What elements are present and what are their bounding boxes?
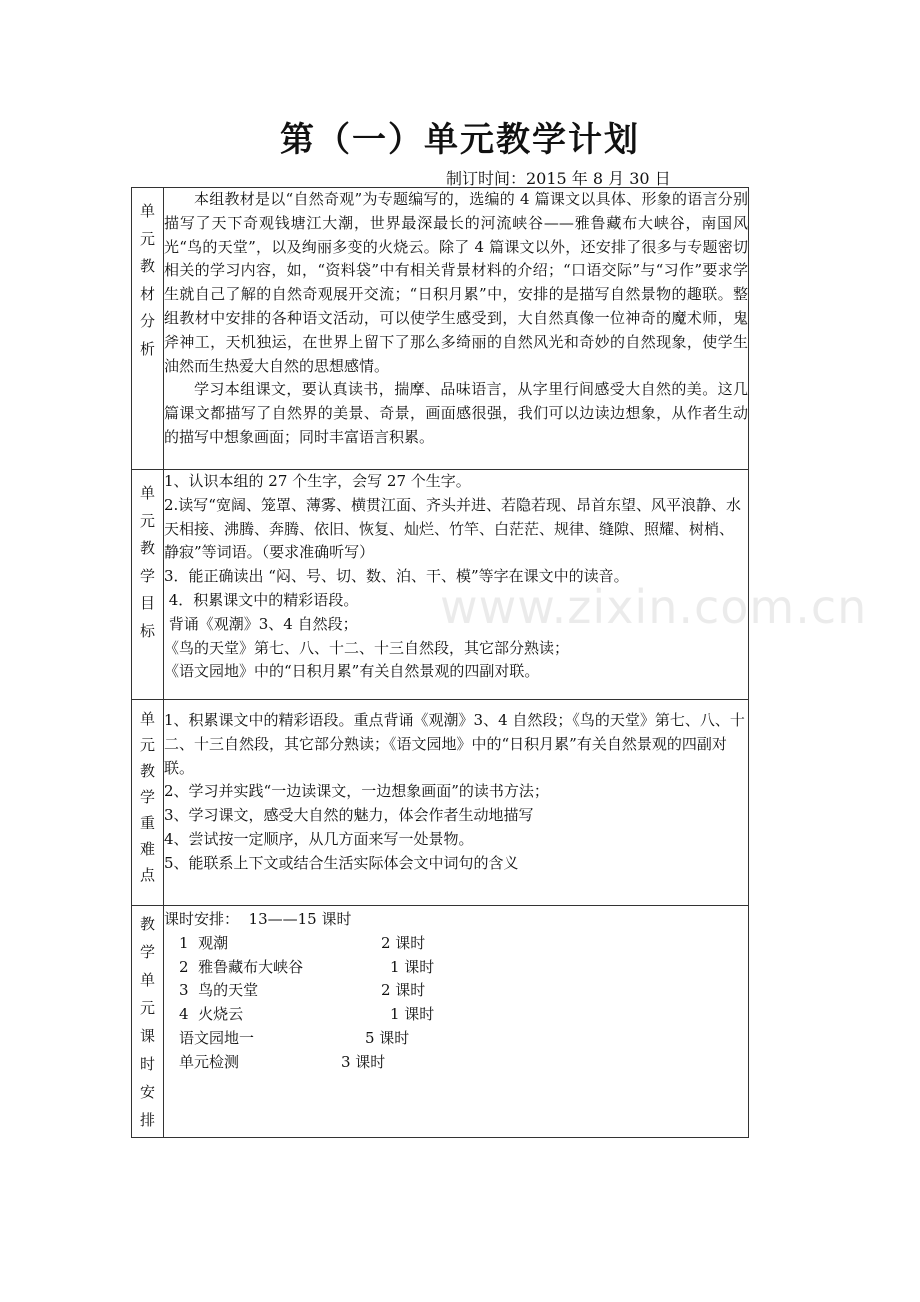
schedule-item-name: 1 观潮: [179, 933, 229, 952]
plan-table: [131, 187, 749, 1138]
label-teaching-goals: 单 元 教 学 目 标: [132, 470, 164, 700]
schedule-item-hours: 3 课时: [341, 1052, 386, 1071]
keypoint-line-4: 4、尝试按一定顺序，从几方面来写一处景物。: [164, 829, 474, 848]
goal-line-1: 1、认识本组的 27 个生字，会写 27 个生字。: [164, 472, 471, 490]
schedule-item: [179, 1027, 748, 1051]
goal-line-5: 背诵《观潮》3、4 自然段；: [164, 614, 358, 633]
schedule-item-name: 语文园地一: [179, 1028, 255, 1047]
schedule-item-hours: 1 课时: [390, 957, 435, 976]
page-title: 第（一）单元教学计划: [280, 120, 640, 160]
goal-line-2: 2.读写“宽阔、笼罩、薄雾、横贯江面、齐头并进、若隐若现、昂首东望、风平浪静、水天相接、沸腾、奔腾、依旧、恢复、灿烂、竹竿、白茫茫、规律、缝隙、照耀、树梢、静寂”等词语。（要求准确听写）: [164, 495, 741, 562]
schedule-header: 课时安排： 13——15 课时: [164, 910, 352, 928]
schedule-item-hours: 5 课时: [365, 1028, 410, 1047]
content-schedule: [164, 906, 749, 1138]
schedule-item-name: 单元检测: [179, 1052, 240, 1071]
analysis-paragraph-2: 学习本组课文，要认真读书，揣摩、品味语言，从字里行间感受大自然的美。这几篇课文都描写了自然界的美景、奇景，画面感很强，我们可以边读边想象，从作者生动的描写中想象画面；同时丰富语言积累。: [164, 380, 748, 446]
goal-line-6: 《鸟的天堂》第七、八、十二、十三自然段，其它部分熟读；: [164, 638, 570, 657]
schedule-item-name: 3 鸟的天堂: [179, 981, 259, 1000]
content-material-analysis: [164, 188, 749, 470]
watermark: www.zixin.com.cn: [440, 580, 868, 634]
schedule-item: [179, 956, 748, 980]
schedule-list: [164, 932, 748, 1075]
row-key-points: [132, 700, 749, 906]
revision-date: 制订时间：2015 年 8 月 30 日: [446, 169, 671, 188]
schedule-item: [179, 932, 748, 956]
goal-line-3: 3．能正确读出 “闷、号、切、数、泊、干、模”等字在课文中的读音。: [164, 567, 629, 586]
label-schedule: 教 学 单 元 课 时 安 排: [132, 906, 164, 1138]
goal-line-4: 4．积累课文中的精彩语段。: [164, 590, 359, 609]
schedule-item: [179, 1051, 748, 1075]
schedule-item: [179, 1003, 748, 1027]
schedule-item-hours: 2 课时: [381, 933, 426, 952]
schedule-item-name: 4 火烧云: [179, 1005, 244, 1024]
goal-line-7: 《语文园地》中的“日积月累”有关自然景观的四副对联。: [164, 662, 540, 681]
row-material-analysis: [132, 188, 749, 470]
keypoint-line-3: 3、学习课文，感受大自然的魅力，体会作者生动地描写: [164, 806, 534, 825]
schedule-item: [179, 979, 748, 1003]
content-key-points: [164, 700, 749, 906]
analysis-paragraph-1: 本组教材是以“自然奇观”为专题编写的，选编的 4 篇课文以具体、形象的语言分别描写了天下奇观钱塘江大潮，世界最深最长的河流峡谷——雅鲁藏布大峡谷，南国风光“鸟的天堂”，以及绚丽多变的火烧云。除了 4 篇课文以外，还安排了很多与专题密切相关的学习内容，如，“资料袋”中有相关背景材料的介绍；“口语交际”与“习作”要求学生就自己了解的自然奇观展开交流；“日积月累”中，安排的是描写自然景物的趣联。整组教材中安排的各种语文活动，可以使学生感受到，大自然真像一位神奇的魔术师，鬼斧神工，天机独运，在世界上留下了那么多绮丽的自然风光和奇妙的自然现象，使学生油然而生热爱大自然的思想感情。: [164, 190, 748, 375]
keypoint-line-2: 2、学习并实践“一边读课文，一边想象画面”的读书方法；: [164, 782, 549, 801]
keypoint-line-5: 5、能联系上下文或结合生活实际体会文中词句的含义: [164, 853, 519, 872]
schedule-item-hours: 2 课时: [381, 981, 426, 1000]
label-key-points: 单 元 教 学 重 难 点: [132, 700, 164, 906]
label-material-analysis: 单 元 教 材 分 析: [132, 188, 164, 470]
schedule-item-hours: 1 课时: [390, 1005, 435, 1024]
keypoint-line-1: 1、积累课文中的精彩语段。重点背诵《观潮》3、4 自然段；《鸟的天堂》第七、八、十二、十三自然段，其它部分熟读；《语文园地》中的“日积月累”有关自然景观的四副对联。: [164, 711, 745, 777]
row-schedule: [132, 906, 749, 1138]
schedule-item-name: 2 雅鲁藏布大峡谷: [179, 957, 304, 976]
